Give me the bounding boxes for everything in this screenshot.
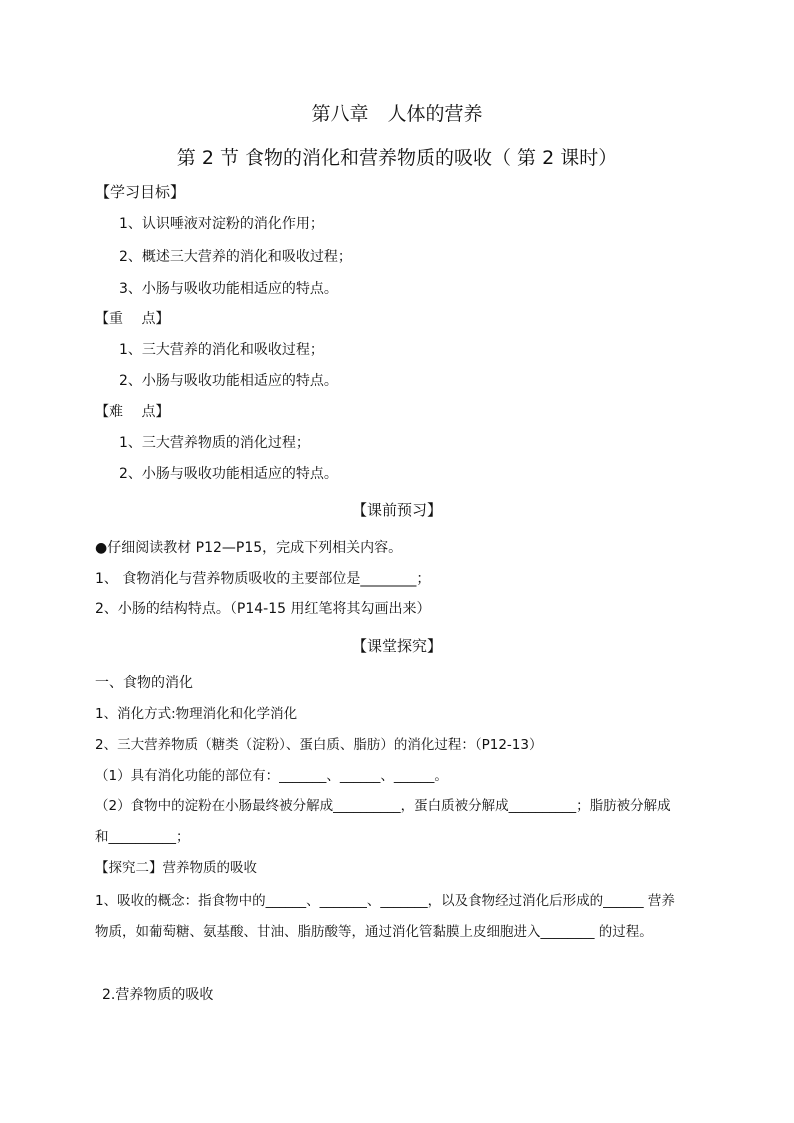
- difficulty-item: 2、小肠与吸收功能相适应的特点。: [119, 466, 338, 482]
- digestion-method: 1、消化方式:物理消化和化学消化: [95, 706, 298, 722]
- key-point-item: 2、小肠与吸收功能相适应的特点。: [119, 373, 338, 389]
- difficulty-item: 1、三大营养物质的消化过程；: [119, 435, 310, 451]
- section-title: 第 2 节 食物的消化和营养物质的吸收（ 第 2 课时）: [176, 147, 618, 169]
- key-points-heading: 【重 点】: [95, 311, 170, 327]
- chapter-title: 第八章 人体的营养: [311, 103, 483, 125]
- inquiry-heading: 【课堂探究】: [351, 637, 442, 655]
- digestive-parts-question: （1）具有消化功能的部位有：_______、______、______。: [95, 768, 448, 784]
- digestion-process: 2、三大营养物质（糖类（淀粉）、蛋白质、脂肪）的消化过程：（P12-13）: [95, 737, 543, 753]
- breakdown-question-cont: 和__________；: [95, 829, 190, 845]
- preview-item: 2、小肠的结构特点。（P14-15 用红笔将其勾画出来）: [95, 601, 431, 617]
- absorption-definition-cont: 物质，如葡萄糖、氨基酸、甘油、脂肪酸等，通过消化管黏膜上皮细胞进入________ 的过程。: [95, 924, 653, 940]
- preview-intro: ●仔细阅读教材 P12—P15，完成下列相关内容。: [95, 540, 403, 556]
- absorption-subheading: 2.营养物质的吸收: [102, 987, 214, 1003]
- part-one-title: 一、食物的消化: [95, 675, 193, 691]
- objective-item: 1、认识唾液对淀粉的消化作用；: [119, 216, 324, 232]
- breakdown-question: （2）食物中的淀粉在小肠最终被分解成__________，蛋白质被分解成__________；脂肪被分解成: [95, 798, 671, 814]
- preview-heading: 【课前预习】: [351, 501, 442, 519]
- difficulties-heading: 【难 点】: [95, 404, 170, 420]
- preview-item: 1、 食物消化与营养物质吸收的主要部位是________；: [95, 571, 431, 587]
- absorption-definition: 1、吸收的概念：指食物中的______、_______、_______，以及食物经过消化后形成的______ 营养: [95, 893, 675, 909]
- objectives-heading: 【学习目标】: [95, 183, 186, 201]
- objective-item: 2、概述三大营养的消化和吸收过程；: [119, 249, 352, 265]
- objective-item: 3、小肠与吸收功能相适应的特点。: [119, 281, 338, 297]
- part-two-title: 【探究二】营养物质的吸收: [95, 860, 257, 876]
- key-point-item: 1、三大营养的消化和吸收过程；: [119, 342, 324, 358]
